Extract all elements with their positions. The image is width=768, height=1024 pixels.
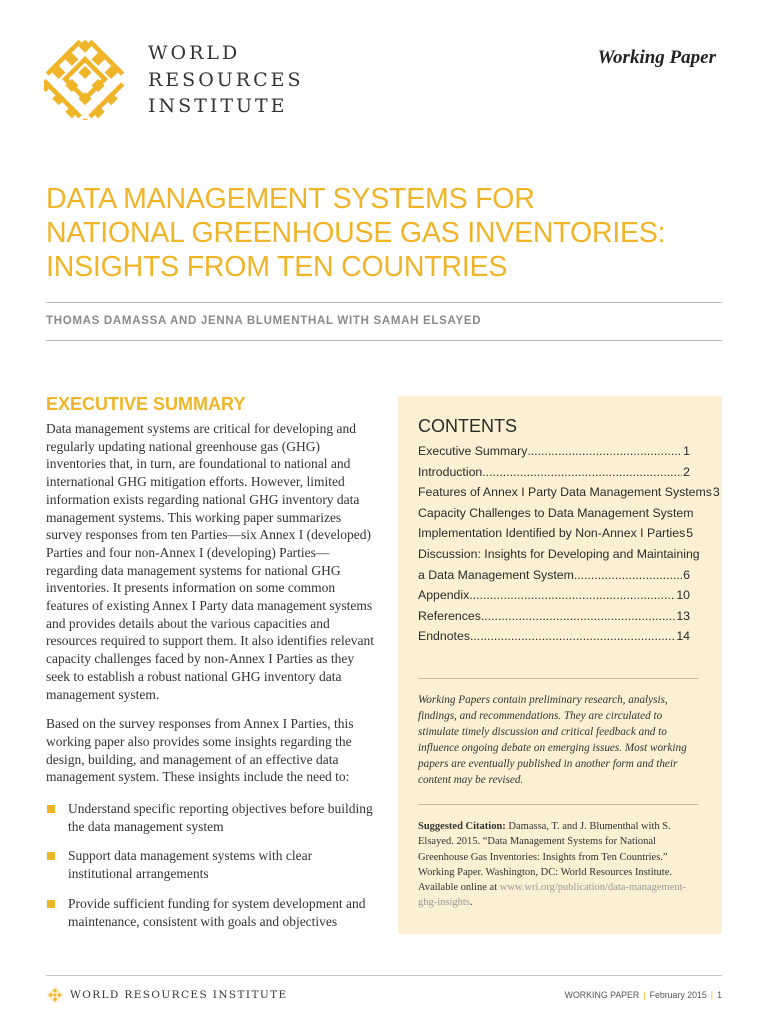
bullet-text: Provide sufficient funding for system development and maintenance, consistent with goals and objectives (68, 895, 366, 929)
toc-entry-label: Implementation Identified by Non-Annex I Parties (418, 526, 686, 541)
toc-entry[interactable] (418, 482, 720, 503)
toc-entry[interactable] (418, 441, 690, 462)
suggested-citation (418, 819, 704, 911)
toc-leader-dots (527, 441, 682, 462)
toc-leader-dots (482, 462, 682, 483)
toc-entry-label: Executive Summary (418, 444, 528, 458)
citation-text: Damassa, T. and J. Blumenthal with S. Elsayed. 2015. “Data Management Systems for National Greenhouse Gas Inventories: Insights from Ten Countries.” Working Paper. Washington, DC: World Resources Institute. Available online at (418, 821, 673, 894)
bullet-square-icon (47, 900, 55, 908)
toc-entry[interactable] (418, 585, 690, 606)
footer-doc-type: WORKING PAPER (564, 990, 640, 1000)
toc-leader-dots (481, 606, 675, 627)
table-of-contents (418, 441, 720, 647)
document-title (46, 182, 706, 284)
contents-heading: CONTENTS (418, 416, 517, 436)
toc-entry-page: 6 (683, 567, 690, 582)
summary-paragraph-2: Based on the survey responses from Annex I Parties, this working paper also provides some insights regarding the design, building, and management of an effective data management system. These insights include the need to: (46, 716, 354, 785)
toc-entry-label: a Data Management System (418, 567, 574, 582)
toc-entry-page: 3 (712, 485, 720, 500)
citation-label: Suggested Citation: (418, 821, 506, 832)
toc-entry-page: 1 (683, 444, 690, 458)
toc-entry-label: Endnotes (418, 629, 470, 644)
toc-entry[interactable] (418, 503, 694, 524)
toc-leader-dots (574, 565, 682, 586)
wri-footer-logo-icon (46, 986, 64, 1004)
footer-separator: | (710, 990, 714, 1000)
toc-entry-page: 2 (683, 464, 690, 479)
insights-list (46, 800, 376, 930)
organization-name (148, 40, 304, 120)
sidebar-divider-2 (418, 804, 698, 805)
wri-logo-icon (44, 38, 126, 120)
toc-entry-label: Appendix (418, 588, 470, 603)
bullet-square-icon (47, 852, 55, 860)
title-divider-bottom (46, 340, 722, 341)
citation-end: . (469, 897, 473, 909)
org-name-line-1: WORLD (148, 42, 241, 64)
toc-entry-page: 10 (676, 588, 690, 603)
org-name-line-3: INSTITUTE (148, 95, 288, 117)
title-line-1: DATA MANAGEMENT SYSTEMS FOR (46, 183, 535, 215)
footer-page-info (565, 990, 722, 1000)
insight-bullet (46, 800, 376, 835)
org-name-line-2: RESOURCES (148, 68, 304, 91)
executive-summary-body (46, 420, 376, 942)
authors-line: THOMAS DAMASSA AND JENNA BLUMENTHAL WITH SAMAH ELSAYED (46, 315, 482, 327)
citation-url-link[interactable]: www.wri.org/publication/data-management-ghg-insights (418, 882, 687, 909)
toc-entry-page: 13 (676, 608, 690, 623)
bullet-text: Support data management systems with clear institutional arrangements (68, 848, 313, 882)
toc-entry-label: Capacity Challenges to Data Management System (418, 505, 694, 520)
toc-entry-label: Features of Annex I Party Data Management Systems (418, 485, 712, 500)
toc-entry-page: 14 (676, 629, 690, 644)
toc-entry[interactable] (418, 523, 694, 544)
insight-bullet (46, 895, 376, 930)
title-line-3: INSIGHTS FROM TEN COUNTRIES (46, 251, 508, 283)
toc-entry-label: Discussion: Insights for Developing and Maintaining (418, 546, 700, 561)
bullet-square-icon (47, 805, 55, 813)
insight-bullet (46, 847, 376, 882)
footer-page-number: 1 (717, 990, 722, 1000)
footer-divider (46, 975, 722, 976)
toc-entry[interactable] (418, 565, 690, 586)
title-divider-top (46, 302, 722, 303)
toc-entry-page: 5 (686, 526, 694, 541)
working-paper-disclaimer: Working Papers contain preliminary research, analysis, findings, and recommendations. They are circulated to stimulate timely discussion and critical feedback and to influence ongoing debate on emerging issues. Most working papers are eventually published in another form and their content may be revised. (418, 694, 687, 786)
summary-paragraph-1: Data management systems are critical for developing and regularly updating national greenhouse gas (GHG) inventories that, in turn, are foundational to national and international GHG mitigation efforts. However, limited information exists regarding national GHG inventory data management systems. This working paper summarizes survey responses from ten Parties—six Annex I (developed) Parties and four non-Annex I (developing) Parties—regarding data management systems for national GHG inventories. It presents information on some common features of existing Annex I Party data management systems and provides details about the various capacities and resources required to support them. It also identifies relevant capacity challenges faced by non-Annex I Parties as they seek to establish a robust national GHG inventory data management system. (46, 421, 375, 702)
title-line-2: NATIONAL GREENHOUSE GAS INVENTORIES: (46, 217, 666, 249)
toc-entry[interactable] (418, 462, 690, 483)
document-type-label: Working Paper (597, 47, 716, 68)
toc-leader-dots (469, 585, 675, 606)
toc-entry[interactable] (418, 544, 700, 565)
toc-entry[interactable] (418, 626, 690, 647)
bullet-text: Understand specific reporting objectives before building the data management system (68, 801, 373, 834)
toc-entry-label: References (418, 608, 481, 623)
footer-separator: | (643, 990, 646, 1000)
executive-summary-heading: EXECUTIVE SUMMARY (46, 394, 246, 414)
footer-organization-name: WORLD RESOURCES INSTITUTE (70, 989, 288, 1001)
sidebar-divider-1 (418, 678, 698, 679)
toc-leader-dots (470, 626, 675, 647)
toc-entry-label: Introduction (418, 464, 483, 479)
footer-date: February 2015 (649, 990, 707, 1000)
toc-entry[interactable] (418, 606, 690, 627)
